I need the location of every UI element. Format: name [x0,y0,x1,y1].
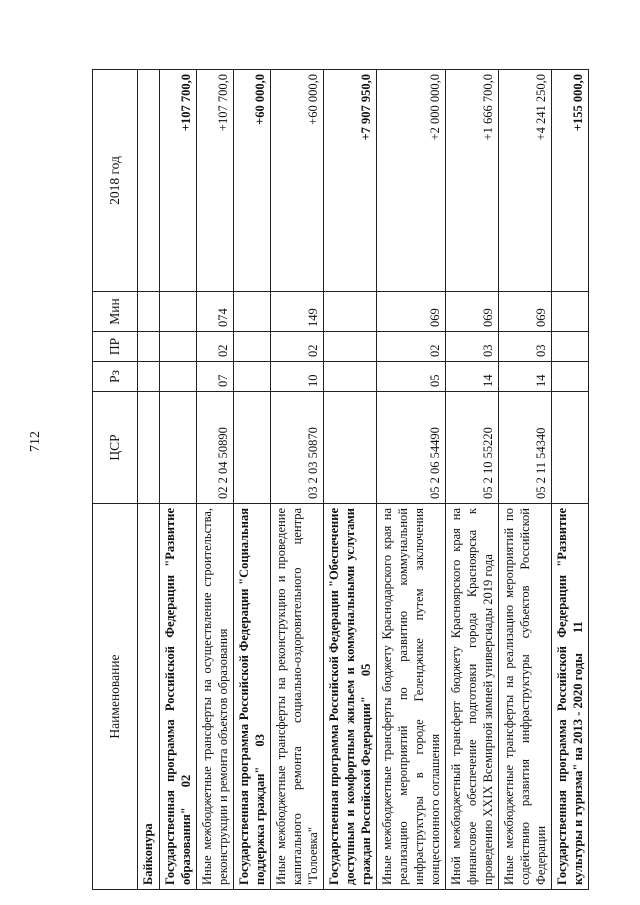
row-amount: +1 666 700,0 [446,70,499,292]
program-number: 03 [253,734,267,747]
row-pr: 03 [499,332,552,362]
row-name: Государственная программа Российской Федерации "Развитие культуры и туризма" на 2013 - 2020 годы11 [552,504,589,890]
row-amount: +2 000 000,0 [377,70,446,292]
header-pr: ПР [93,332,138,362]
row-csr: 05 2 10 55220 [446,392,499,504]
table-row [271,70,324,890]
row-amount: +4 241 250,0 [499,70,552,292]
row-min: 149 [271,292,324,332]
table-row [377,70,446,890]
table-row [446,70,499,890]
header-year: 2018 год [93,70,138,292]
row-amount: +107 700,0 [197,70,234,292]
row-rz: 14 [499,362,552,392]
program-number: 05 [359,663,373,677]
program-number: 11 [571,621,585,634]
row-name: Иные межбюджетные трансферты на реализацию мероприятий по содействию развития инфраструктуры субъектов Российской Федерации [499,504,552,890]
table-row [138,70,160,890]
row-pr: 03 [446,332,499,362]
row-rz: 05 [377,362,446,392]
header-csr: ЦСР [93,392,138,504]
row-name: Государственная программа Российской Федерации "Обеспечение доступным и комфортным жильем и коммунальными услугами граждан Российской Федерации"05 [324,504,377,890]
row-name: Иные межбюджетные трансферты бюджету Краснодарского края на реализацию мероприятий по развитию коммунальной инфраструктуры в городе Геленджике путем заключения концессионного соглашения [377,504,446,890]
row-min: 074 [197,292,234,332]
row-csr: 05 2 11 54340 [499,392,552,504]
row-min: 069 [499,292,552,332]
row-pr: 02 [377,332,446,362]
header-row [93,70,138,890]
row-pr: 02 [197,332,234,362]
row-amount: +155 000,0 [552,70,589,292]
row-amount: +107 700,0 [160,70,197,292]
row-name: Иные межбюджетные трансферты на осуществление строительства, реконструкции и ремонта объектов образования [197,504,234,890]
row-name: Иные межбюджетные трансферты на реконструкцию и проведение капитального ремонта социально-оздоровительного центра "Голоевка" [271,504,324,890]
row-csr: 05 2 06 54490 [377,392,446,504]
row-rz: 07 [197,362,234,392]
table-row [552,70,589,890]
header-name: Наименование [93,504,138,890]
row-csr: 02 2 04 50890 [197,392,234,504]
row-amount: +60 000,0 [271,70,324,292]
row-min: 069 [446,292,499,332]
page-number: 712 [28,431,43,452]
row-min: 069 [377,292,446,332]
table-row [324,70,377,890]
row-rz: 10 [271,362,324,392]
program-number: 02 [179,774,193,788]
header-rz: Рз [93,362,138,392]
row-csr: 03 2 03 50870 [271,392,324,504]
table-row [234,70,271,890]
table-row [499,70,552,890]
table-row [160,70,197,890]
row-amount: +60 000,0 [234,70,271,292]
row-name: Государственная программа Российской Федерации "Социальная поддержка граждан"03 [234,504,271,890]
row-name: Государственная программа Российской Федерации "Развитие образования"02 [160,504,197,890]
row-amount: +7 907 950,0 [324,70,377,292]
header-min: Мин [93,292,138,332]
table-body [138,70,589,890]
row-name: Иной межбюджетный трансферт бюджету Красноярского края на финансовое обеспечение подготовки города Красноярска к проведению XXIX Всемирной зимней универсиады 2019 года [446,504,499,890]
budget-table [92,69,589,890]
row-name: Байконура [138,504,160,890]
rotated-page [92,70,602,890]
row-pr: 02 [271,332,324,362]
row-rz: 14 [446,362,499,392]
table-row [197,70,234,890]
